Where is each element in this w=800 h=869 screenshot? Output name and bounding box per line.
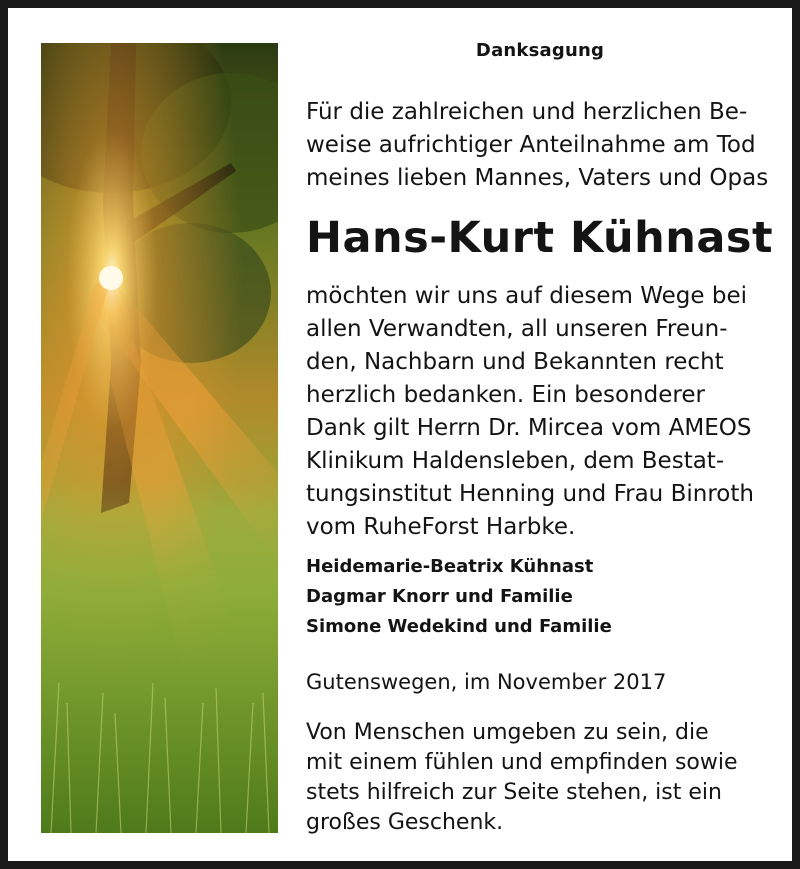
thanks-line: tungsinstitut Henning und Frau Binroth [306,481,754,507]
thanks-line: den, Nachbarn und Bekannten recht [306,349,724,375]
quote-line: großes Geschenk. [306,810,504,835]
thanks-paragraph [306,280,774,544]
closing-quote [306,718,774,838]
thanks-line: herzlich bedanken. Ein besonderer [306,382,705,408]
signers-list [306,552,774,642]
place-date: Gutenswegen, im November 2017 [306,670,667,694]
signer-name: Dagmar Knorr und Familie [306,586,573,607]
intro-line: weise aufrichtiger Anteilnahme am Tod [306,132,756,158]
thanks-line: Klinikum Haldensleben, dem Bestat- [306,448,725,474]
quote-line: Von Menschen umgeben zu sein, die [306,720,709,745]
intro-line: meines lieben Mannes, Vaters und Opas [306,165,769,191]
thanks-line: Dank gilt Herrn Dr. Mircea vom AMEOS [306,415,752,441]
thanks-line: allen Verwandten, all unseren Freun- [306,316,728,342]
thanks-line: möchten wir uns auf diesem Wege bei [306,283,747,309]
intro-paragraph [306,96,774,195]
deceased-name: Hans-Kurt Kühnast [306,213,774,263]
forest-sunlight-photo [41,43,278,833]
thanks-line: vom RuheForst Harbke. [306,514,576,540]
intro-line: Für die zahlreichen und herzlichen Be- [306,99,748,125]
quote-line: stets hilfreich zur Seite stehen, ist ein [306,780,722,805]
signer-name: Heidemarie-Beatrix Kühnast [306,556,594,577]
signer-name: Simone Wedekind und Familie [306,616,612,637]
quote-line: mit einem fühlen und empfinden sowie [306,750,738,775]
notice-heading: Danksagung [475,40,605,61]
